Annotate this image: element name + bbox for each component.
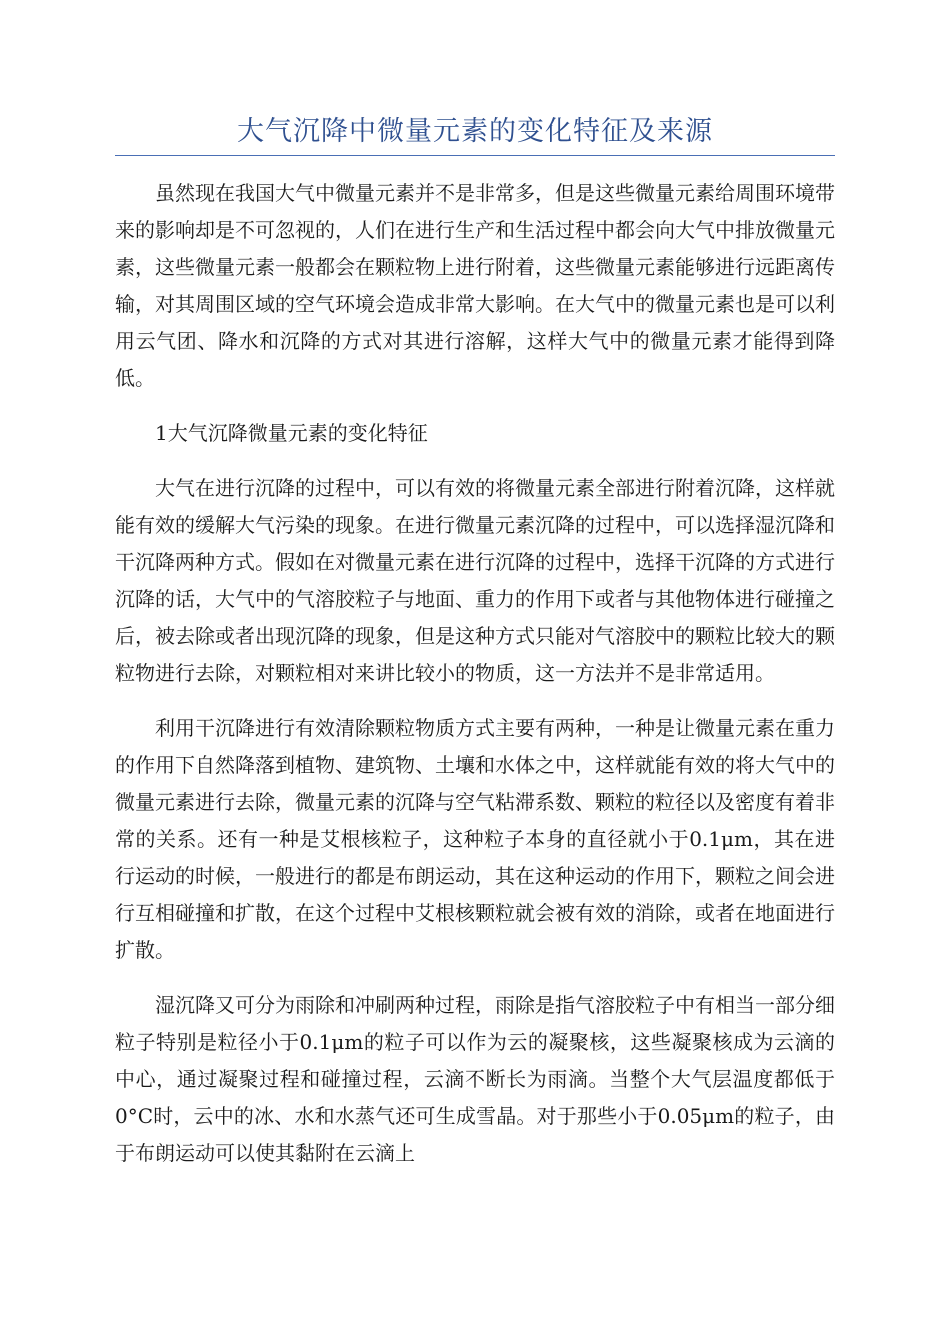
- paragraph-intro: 虽然现在我国大气中微量元素并不是非常多，但是这些微量元素给周围环境带来的影响却是不可忽视的，人们在进行生产和生活过程中都会向大气中排放微量元素，这些微量元素一般都会在颗粒物上进行附着，这些微量元素能够进行远距离传输，对其周围区域的空气环境会造成非常大影响。在大气中的微量元素也是可以利用云气团、降水和沉降的方式对其进行溶解，这样大气中的微量元素才能得到降低。: [115, 181, 835, 390]
- document-title: 大气沉降中微量元素的变化特征及来源: [237, 116, 713, 147]
- document-body: [115, 175, 835, 1190]
- paragraph-deposition: 大气在进行沉降的过程中，可以有效的将微量元素全部进行附着沉降，这样就能有效的缓解大气污染的现象。在进行微量元素沉降的过程中，可以选择湿沉降和干沉降两种方式。假如在对微量元素在进行沉降的过程中，选择干沉降的方式进行沉降的话，大气中的气溶胶粒子与地面、重力的作用下或者与其他物体进行碰撞之后，被去除或者出现沉降的现象，但是这种方式只能对气溶胶中的颗粒比较大的颗粒物进行去除，对颗粒相对来讲比较小的物质，这一方法并不是非常适用。: [115, 476, 835, 685]
- paragraph-dry-deposition: 利用干沉降进行有效清除颗粒物质方式主要有两种，一种是让微量元素在重力的作用下自然降落到植物、建筑物、土壤和水体之中，这样就能有效的将大气中的微量元素进行去除，微量元素的沉降与空气粘滞系数、颗粒的粒径以及密度有着非常的关系。还有一种是艾根核粒子，这种粒子本身的直径就小于0.1μm，其在进行运动的时候，一般进行的都是布朗运动，其在这种运动的作用下，颗粒之间会进行互相碰撞和扩散，在这个过程中艾根核颗粒就会被有效的消除，或者在地面进行扩散。: [115, 716, 835, 962]
- title-underline: [115, 155, 835, 156]
- paragraph-wet-deposition: 湿沉降又可分为雨除和冲刷两种过程，雨除是指气溶胶粒子中有相当一部分细粒子特别是粒径小于0.1μm的粒子可以作为云的凝聚核，这些凝聚核成为云滴的中心，通过凝聚过程和碰撞过程，云滴不断长为雨滴。当整个大气层温度都低于0°C时，云中的冰、水和水蒸气还可生成雪晶。对于那些小于0.05μm的粒子，由于布朗运动可以使其黏附在云滴上: [115, 993, 835, 1165]
- section-heading: 1大气沉降微量元素的变化特征: [155, 421, 428, 445]
